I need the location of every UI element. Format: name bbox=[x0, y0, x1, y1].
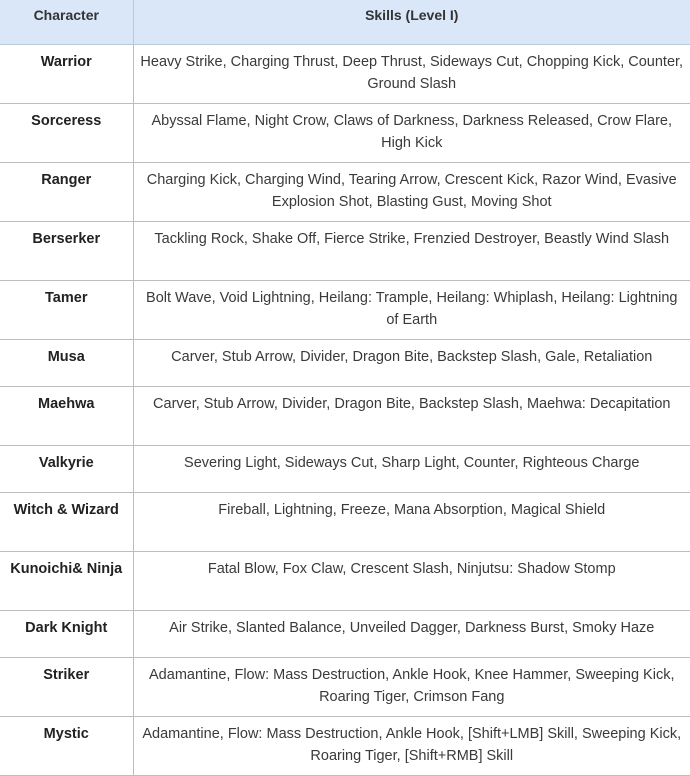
header-skills: Skills (Level I) bbox=[133, 0, 690, 44]
skills-cell: Carver, Stub Arrow, Divider, Dragon Bite, Backstep Slash, Gale, Retaliation bbox=[133, 339, 690, 386]
table-row bbox=[0, 716, 690, 775]
character-cell: Berserker bbox=[0, 221, 133, 280]
skills-cell: Air Strike, Slanted Balance, Unveiled Dagger, Darkness Burst, Smoky Haze bbox=[133, 610, 690, 657]
character-cell: Maehwa bbox=[0, 386, 133, 445]
skills-cell: Tackling Rock, Shake Off, Fierce Strike, Frenzied Destroyer, Beastly Wind Slash bbox=[133, 221, 690, 280]
table-row bbox=[0, 280, 690, 339]
table-row bbox=[0, 221, 690, 280]
character-cell: Witch & Wizard bbox=[0, 492, 133, 551]
header-character: Character bbox=[0, 0, 133, 44]
skills-cell: Fatal Blow, Fox Claw, Crescent Slash, Ninjutsu: Shadow Stomp bbox=[133, 551, 690, 610]
table-row bbox=[0, 103, 690, 162]
table-row bbox=[0, 610, 690, 657]
character-cell: Sorceress bbox=[0, 103, 133, 162]
table-row bbox=[0, 551, 690, 610]
skills-cell: Heavy Strike, Charging Thrust, Deep Thrust, Sideways Cut, Chopping Kick, Counter, Ground Slash bbox=[133, 44, 690, 103]
table-row bbox=[0, 339, 690, 386]
character-cell: Warrior bbox=[0, 44, 133, 103]
character-cell: Ranger bbox=[0, 162, 133, 221]
table-header-row bbox=[0, 0, 690, 44]
character-cell: Dark Knight bbox=[0, 610, 133, 657]
character-cell: Tamer bbox=[0, 280, 133, 339]
skills-cell: Abyssal Flame, Night Crow, Claws of Darkness, Darkness Released, Crow Flare, High Kick bbox=[133, 103, 690, 162]
table-row bbox=[0, 445, 690, 492]
character-cell: Kunoichi& Ninja bbox=[0, 551, 133, 610]
skills-cell: Charging Kick, Charging Wind, Tearing Arrow, Crescent Kick, Razor Wind, Evasive Explosion Shot, Blasting Gust, Moving Shot bbox=[133, 162, 690, 221]
character-cell: Striker bbox=[0, 657, 133, 716]
skills-cell: Fireball, Lightning, Freeze, Mana Absorption, Magical Shield bbox=[133, 492, 690, 551]
skills-cell: Carver, Stub Arrow, Divider, Dragon Bite, Backstep Slash, Maehwa: Decapitation bbox=[133, 386, 690, 445]
skills-cell: Adamantine, Flow: Mass Destruction, Ankle Hook, Knee Hammer, Sweeping Kick, Roaring Tiger, Crimson Fang bbox=[133, 657, 690, 716]
table-row bbox=[0, 657, 690, 716]
character-cell: Musa bbox=[0, 339, 133, 386]
character-cell: Mystic bbox=[0, 716, 133, 775]
character-cell: Valkyrie bbox=[0, 445, 133, 492]
skills-cell: Adamantine, Flow: Mass Destruction, Ankle Hook, [Shift+LMB] Skill, Sweeping Kick, Roaring Tiger, [Shift+RMB] Skill bbox=[133, 716, 690, 775]
table-row bbox=[0, 162, 690, 221]
table-row bbox=[0, 386, 690, 445]
skills-cell: Severing Light, Sideways Cut, Sharp Light, Counter, Righteous Charge bbox=[133, 445, 690, 492]
table-row bbox=[0, 44, 690, 103]
table-row bbox=[0, 492, 690, 551]
skills-cell: Bolt Wave, Void Lightning, Heilang: Trample, Heilang: Whiplash, Heilang: Lightning of Earth bbox=[133, 280, 690, 339]
